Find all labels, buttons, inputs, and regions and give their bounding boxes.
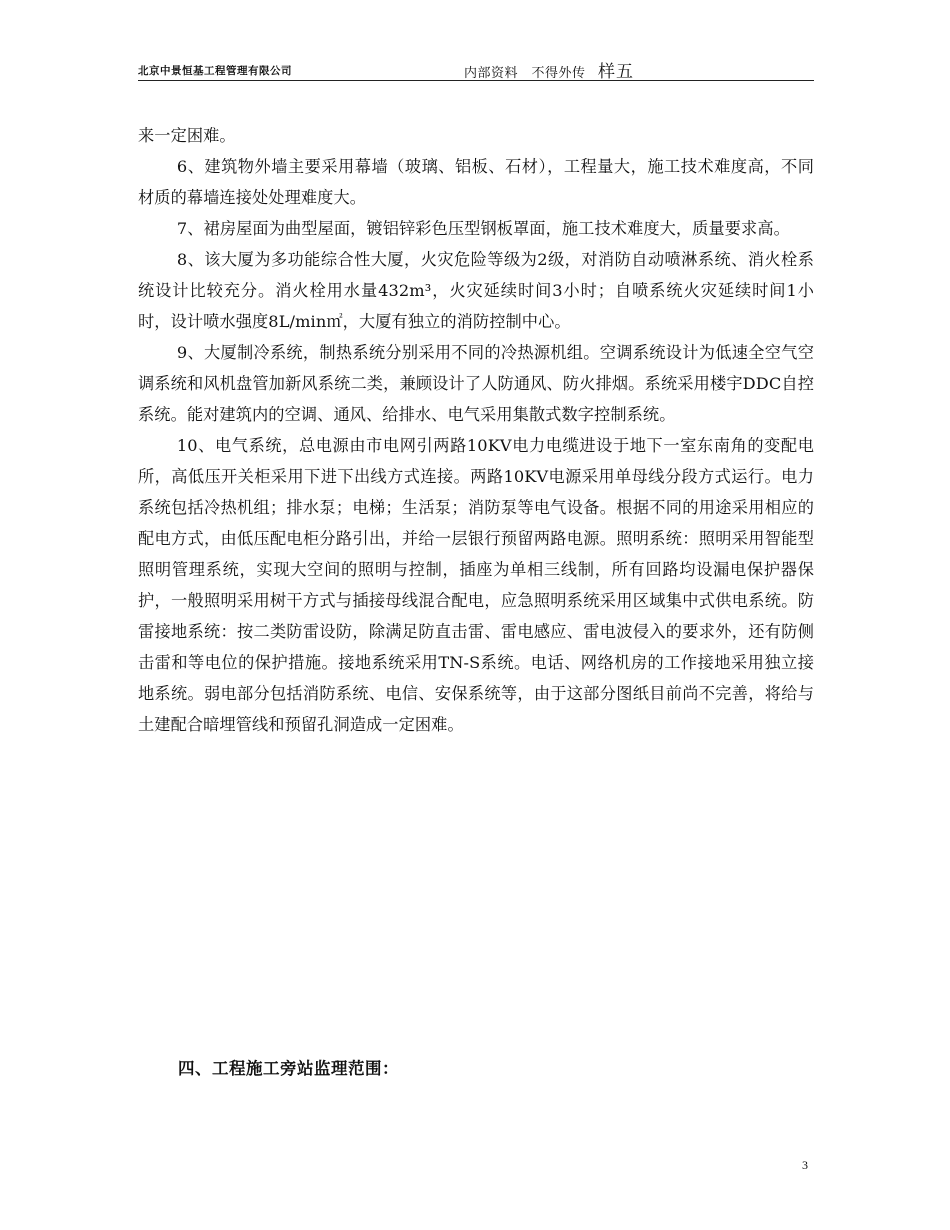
page-header: [138, 56, 814, 81]
paragraph-item-6: 6、建筑物外墙主要采用幕墙（玻璃、铝板、石材），工程量大，施工技术难度高，不同材质的幕墙连接处处理难度大。: [138, 157, 814, 207]
paragraph-item-10: 10、电气系统，总电源由市电网引两路10KV电力电缆进设于地下一室东南角的变配电所，高低压开关柜采用下进下出线方式连接。两路10KV电源采用单母线分段方式运行。电力系统包括冷热机组；排水泵；电梯；生活泵；消防泵等电气设备。根据不同的用途采用相应的配电方式，由低压配电柜分路引出，并给一层银行预留两路电源。照明系统：照明采用智能型照明管理系统，实现大空间的照明与控制，插座为单相三线制，所有回路均设漏电保护器保护，一般照明采用树干方式与插接母线混合配电，应急照明系统采用区域集中式供电系统。防雷接地系统：按二类防雷设防，除满足防直击雷、雷电感应、雷电波侵入的要求外，还有防侧击雷和等电位的保护措施。接地系统采用TN-S系统。电话、网络机房的工作接地采用独立接地系统。弱电部分包括消防系统、电信、安保系统等，由于这部分图纸目前尚不完善，将给与土建配合暗埋管线和预留孔洞造成一定困难。: [138, 436, 814, 734]
section-heading: 四、工程施工旁站监理范围：: [178, 1059, 399, 1078]
header-sample-label: 样五: [598, 62, 634, 82]
paragraph-item-7: 7、裙房屋面为曲型屋面，镀铝锌彩色压型钢板罩面，施工技术难度大，质量要求高。: [176, 219, 790, 238]
header-confidential-note: 内部资料 不得外传: [464, 66, 586, 81]
paragraph-continuation: 来一定困难。: [138, 126, 236, 145]
paragraph-item-8: 8、该大厦为多功能综合性大厦，火灾危险等级为2级，对消防自动喷淋系统、消火栓系统设计比较充分。消火栓用水量432m³，火灾延续时间3小时；自喷系统火灾延续时间1小时，设计喷水强度8L/min㎡，大厦有独立的消防控制中心。: [138, 250, 814, 331]
document-body: [138, 120, 814, 740]
header-company-name: 北京中景恒基工程管理有限公司: [138, 65, 292, 77]
paragraph-item-9: 9、大厦制冷系统，制热系统分别采用不同的冷热源机组。空调系统设计为低速全空气空调系统和风机盘管加新风系统二类，兼顾设计了人防通风、防火排烟。系统采用楼宇DDC自控系统。能对建筑内的空调、通风、给排水、电气采用集散式数字控制系统。: [138, 343, 814, 424]
page-number: 3: [802, 1158, 808, 1172]
